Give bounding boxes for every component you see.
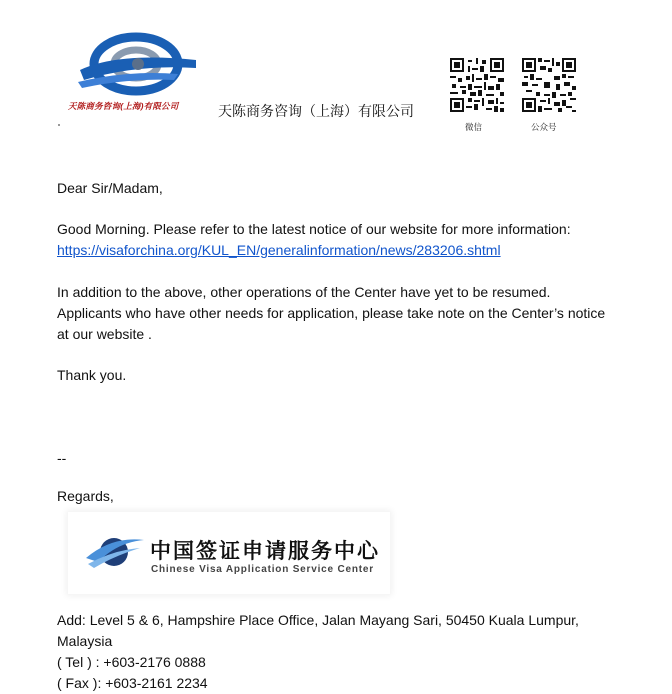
- divider-dot: [58, 124, 60, 126]
- regards: Regards,: [57, 488, 114, 504]
- official-account-qr-code-icon: [520, 56, 578, 114]
- visa-center-logo-icon: [84, 528, 146, 574]
- visa-center-name-en: Chinese Visa Application Service Center: [151, 564, 374, 575]
- notice-link[interactable]: https://visaforchina.org/KUL_EN/generalinformation/news/283206.shtml: [57, 242, 501, 258]
- wechat-qr-code-icon: [448, 56, 506, 114]
- telephone: ( Tel ) : +603-2176 0888: [57, 654, 206, 670]
- logo-caption: 天陈商务咨询(上海)有限公司: [68, 101, 179, 111]
- paragraph-2-line-3: at our website .: [57, 326, 152, 342]
- thanks: Thank you.: [57, 367, 127, 383]
- company-logo-icon: [78, 30, 198, 100]
- fax: ( Fax ): +603-2161 2234: [57, 675, 208, 691]
- official-account-label: 公众号: [531, 123, 557, 133]
- paragraph-1: Good Morning. Please refer to the latest notice of our website for more information:: [57, 221, 571, 237]
- address-line-1: Add: Level 5 & 6, Hampshire Place Office, Jalan Mayang Sari, 50450 Kuala Lumpur,: [57, 612, 579, 628]
- greeting: Dear Sir/Madam,: [57, 180, 163, 196]
- visa-center-name-cn: 中国签证申请服务中心: [150, 538, 380, 563]
- address-line-2: Malaysia: [57, 633, 113, 649]
- company-name: 天陈商务咨询（上海）有限公司: [218, 104, 414, 120]
- wechat-label: 微信: [465, 123, 483, 133]
- paragraph-2-line-2: Applicants who have other needs for application, please take note on the Center’s notice: [57, 305, 606, 321]
- signature-separator: --: [57, 450, 67, 466]
- paragraph-2-line-1: In addition to the above, other operations of the Center have yet to be resumed.: [57, 284, 551, 300]
